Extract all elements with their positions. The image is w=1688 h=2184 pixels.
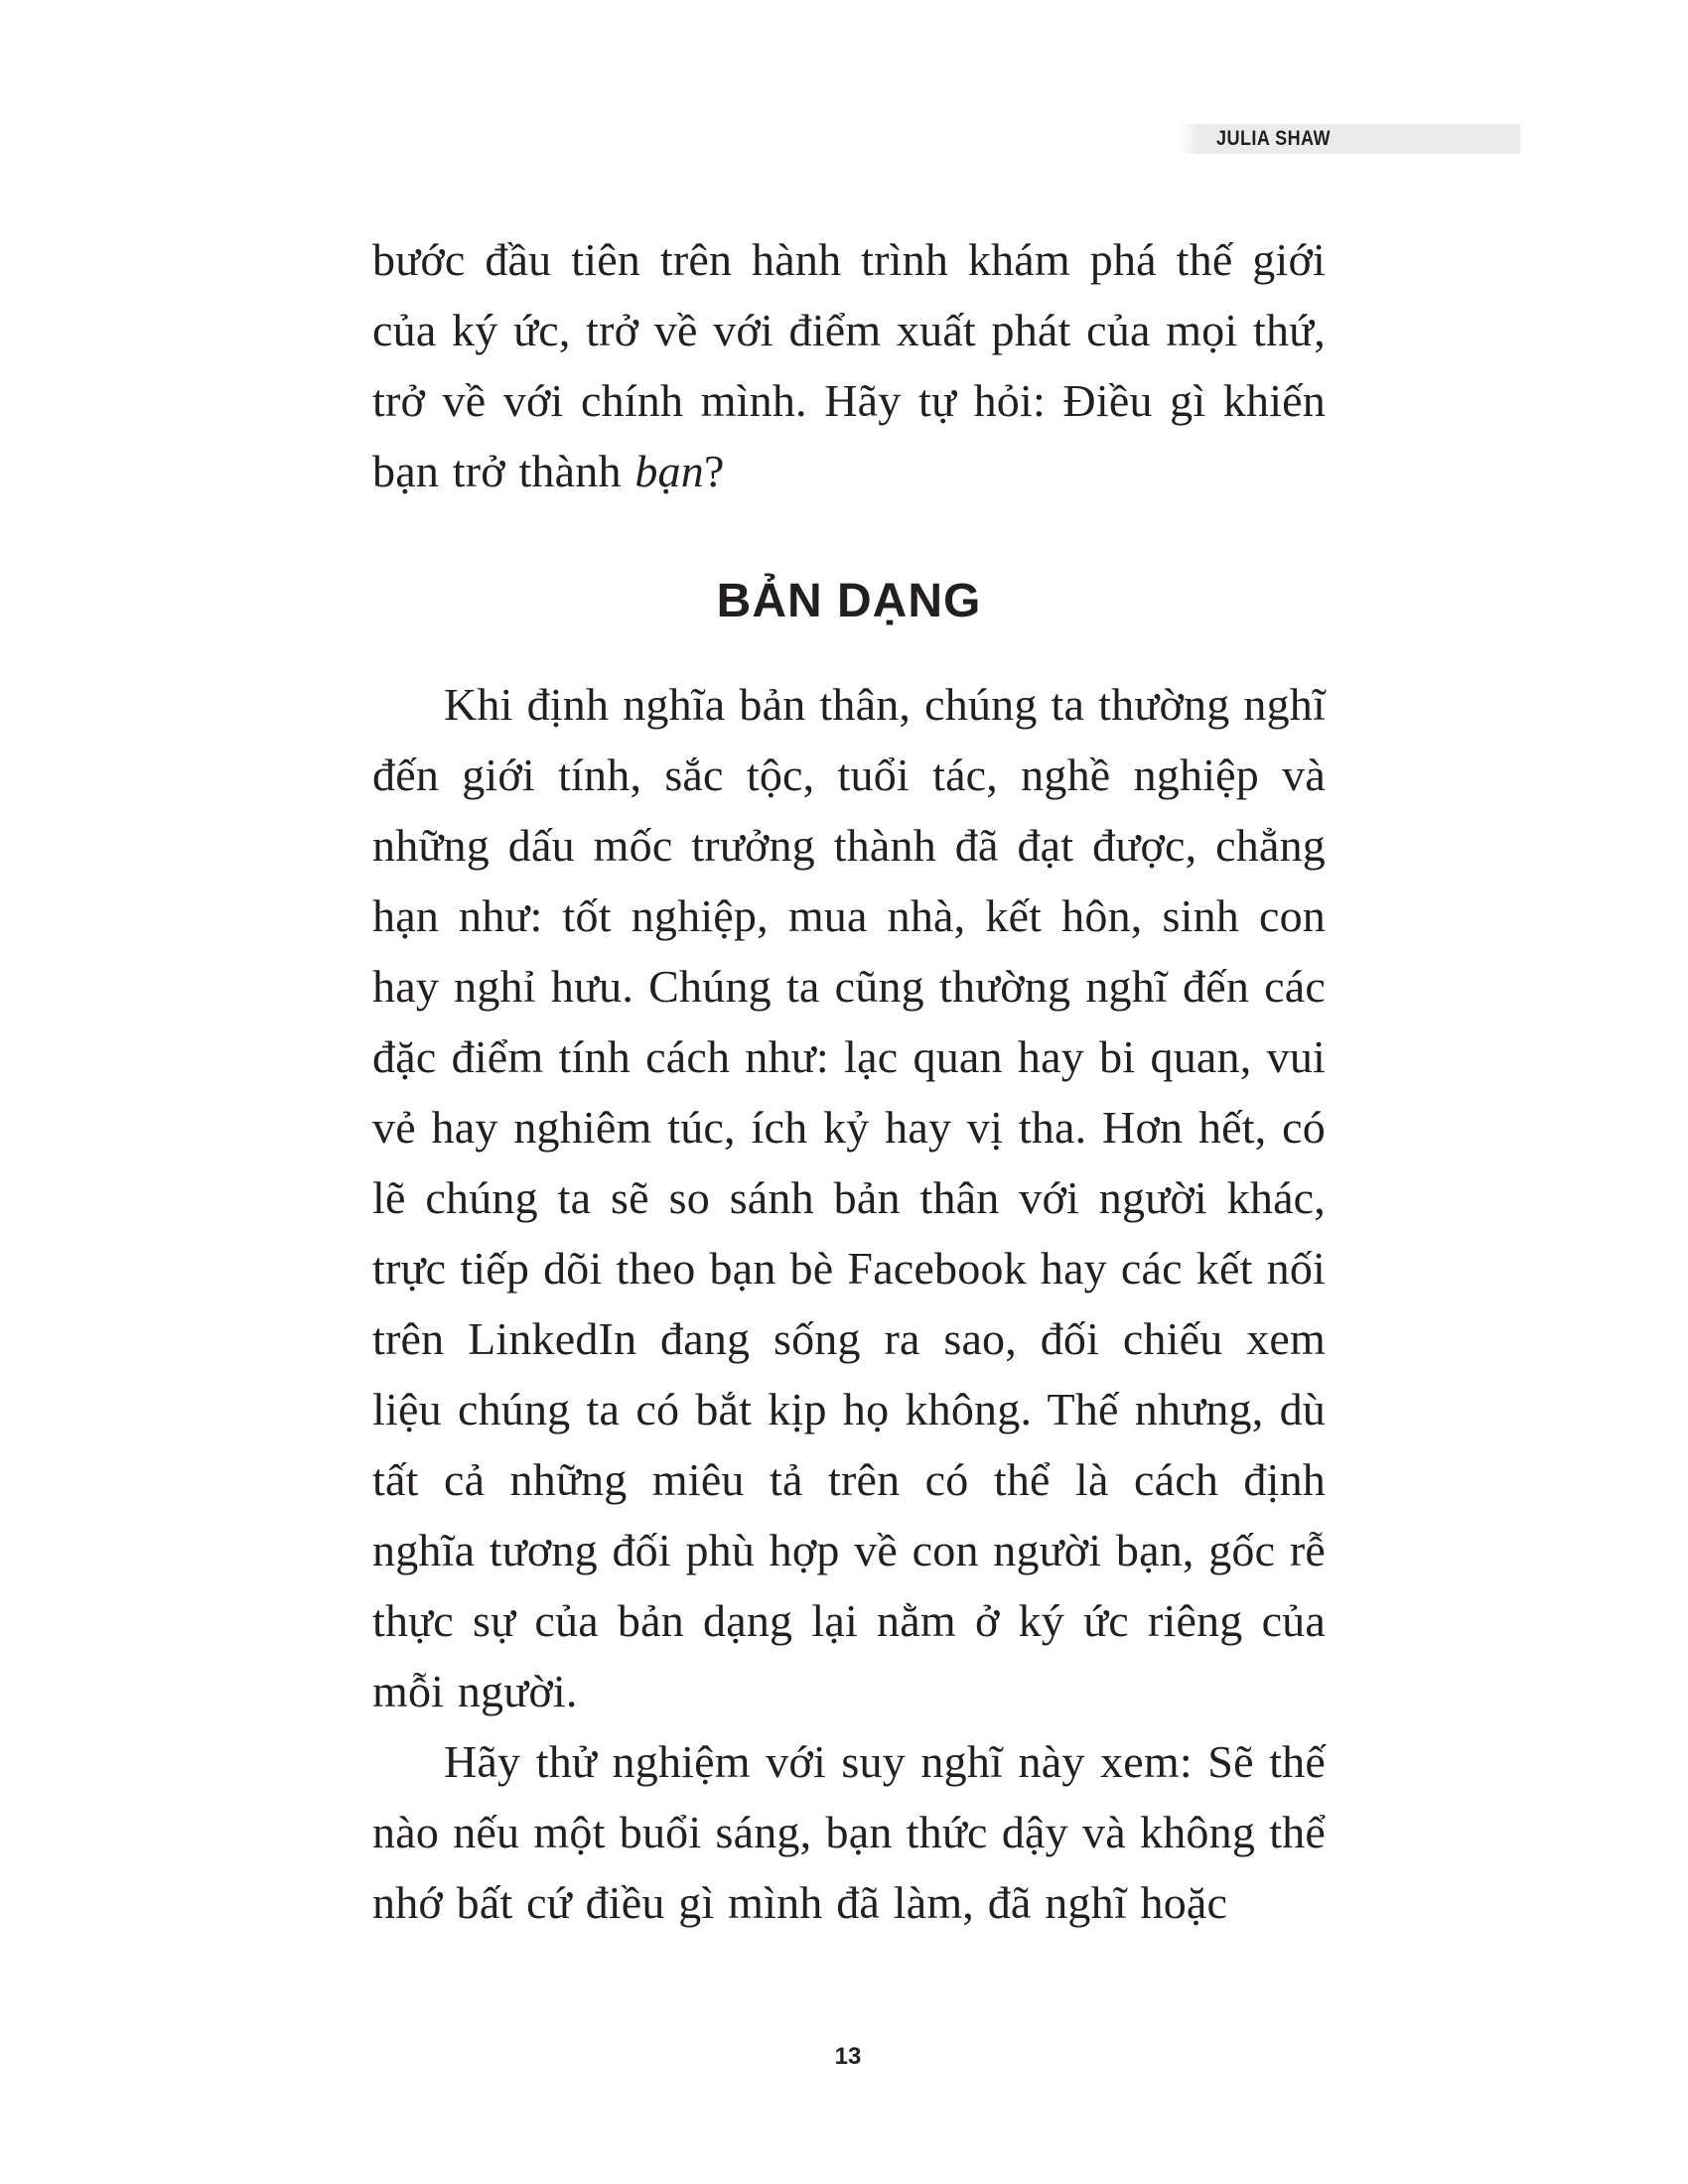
body-paragraph-2: Hãy thử nghiệm với suy nghĩ này xem: Sẽ thế nào nếu một buổi sáng, bạn thức dậy và không thể nhớ bất cứ điều gì mình đã làm, đã nghĩ hoặc [372, 1736, 1326, 1928]
body-paragraph-1: Khi định nghĩa bản thân, chúng ta thường nghĩ đến giới tính, sắc tộc, tuổi tác, nghề nghiệp và những dấu mốc trưởng thành đã đạt được, chẳng hạn như: tốt nghiệp, mua nhà, kết hôn, sinh con hay nghỉ hưu. Chúng ta cũng thường nghĩ đến các đặc điểm tính cách như: lạc quan hay bi quan, vui vẻ hay nghiêm túc, ích kỷ hay vị tha. Hơn hết, có lẽ chúng ta sẽ so sánh bản thân với người khác, trực tiếp dõi theo bạn bè Facebook hay các kết nối trên LinkedIn đang sống ra sao, đối chiếu xem liệu chúng ta có bắt kịp họ không. Thế nhưng, dù tất cả những miêu tả trên có thể là cách định nghĩa tương đối phù hợp về con người bạn, gốc rễ thực sự của bản dạng lại nằm ở ký ức riêng của mỗi người. [372, 679, 1326, 1716]
intro-paragraph [372, 224, 1326, 506]
intro-paragraph-container [372, 224, 1326, 506]
section-heading: BẢN DẠNG [716, 575, 982, 627]
intro-emphasis: bạn [634, 446, 704, 496]
intro-end: ? [703, 446, 725, 496]
author-name: JULIA SHAW [1216, 127, 1332, 150]
body-text [372, 669, 1326, 1938]
running-header [1177, 124, 1520, 154]
intro-text: bước đầu tiên trên hành trình khám phá thế giới của ký ức, trở về với điểm xuất phát của mọi thứ, trở về với chính mình. Hãy tự hỏi: Điều gì khiến bạn trở thành [372, 234, 1326, 496]
page-number: 13 [834, 2043, 862, 2070]
